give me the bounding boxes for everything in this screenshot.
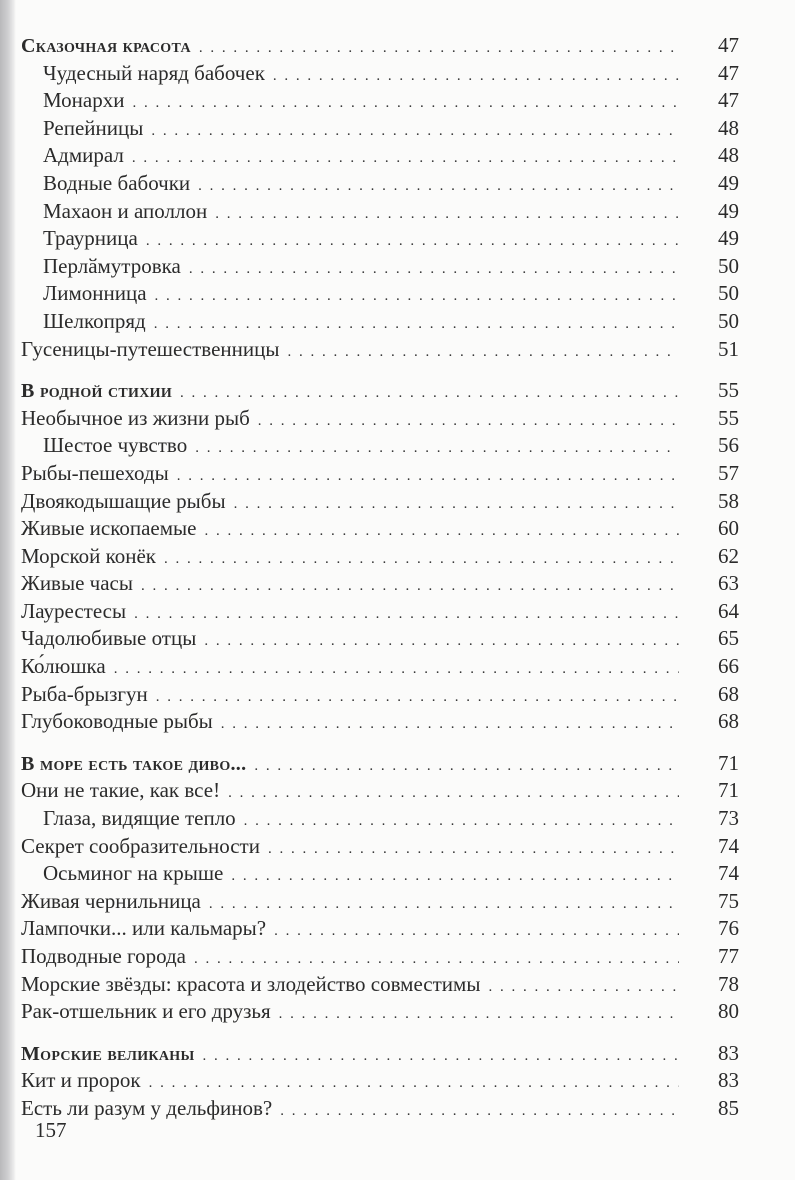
toc-entry [21, 598, 739, 626]
dot-leader [204, 518, 679, 546]
toc-subentry [21, 805, 739, 833]
toc-entry [21, 998, 739, 1026]
entry-title: Лаурестесы [21, 598, 127, 623]
dot-leader [228, 780, 679, 808]
dot-leader [141, 573, 679, 601]
entry-page-number: 50 [718, 308, 739, 333]
toc-entry [21, 708, 739, 736]
entry-page-number: 49 [718, 198, 739, 223]
toc-subentry [21, 253, 739, 281]
entry-page-number: 55 [718, 405, 739, 430]
entry-page-number: 60 [718, 516, 739, 541]
dot-leader [287, 339, 679, 367]
page-number: 157 [35, 1118, 67, 1142]
dot-leader [134, 601, 679, 629]
toc-subentry [21, 60, 739, 88]
entry-title: В родной стихии [21, 380, 173, 403]
toc-section-heading [21, 32, 739, 60]
dot-leader [114, 656, 679, 684]
entry-title: Водные бабочки [43, 170, 191, 195]
toc-entry [21, 915, 739, 943]
entry-title: Махаон и аполлон [43, 198, 208, 223]
toc-entry [21, 681, 739, 709]
toc-entry [21, 336, 739, 364]
entry-title: Осьминог на крыше [43, 861, 224, 886]
entry-page-number: 78 [718, 971, 739, 996]
entry-title: В море есть такое диво... [21, 752, 247, 775]
entry-title: Сказочная красота [21, 35, 191, 57]
entry-title: Рыбы-пешеходы [21, 460, 169, 485]
entry-page-number: 66 [718, 654, 739, 679]
toc-subentry [21, 280, 739, 308]
dot-leader [274, 918, 679, 946]
toc-section [21, 377, 739, 736]
entry-title: Живые ископаемые [21, 516, 197, 541]
entry-page-number: 57 [718, 460, 739, 485]
entry-page-number: 50 [718, 253, 739, 278]
entry-title: Шестое чувство [43, 433, 188, 458]
entry-title: Шелкопряд [43, 308, 146, 333]
entry-page-number: 48 [718, 143, 739, 168]
entry-title: Монархи [43, 88, 125, 113]
entry-page-number: 62 [718, 543, 739, 568]
toc-entry [21, 405, 739, 433]
dot-leader [198, 173, 679, 201]
entry-page-number: 83 [718, 1040, 739, 1065]
toc-section [21, 750, 739, 1026]
dot-leader [132, 145, 679, 173]
entry-page-number: 51 [718, 336, 739, 361]
entry-page-number: 50 [718, 281, 739, 306]
toc-entry [21, 515, 739, 543]
dot-leader [146, 228, 679, 256]
entry-page-number: 74 [718, 861, 739, 886]
toc-subentry [21, 860, 739, 888]
entry-page-number: 65 [718, 626, 739, 651]
dot-leader [279, 1001, 679, 1029]
dot-leader [209, 891, 679, 919]
entry-title: Перлӑмутровка [43, 253, 181, 278]
entry-title: Морской конёк [21, 543, 156, 568]
dot-leader [273, 63, 679, 91]
toc-entry [21, 625, 739, 653]
entry-title: Необычное из жизни рыб [21, 405, 250, 430]
dot-leader [244, 808, 679, 836]
entry-title: Траурница [43, 226, 138, 251]
toc-subentry [21, 115, 739, 143]
entry-title: Живые часы [21, 571, 133, 596]
entry-title: Рак-отшельник и его друзья [21, 999, 271, 1024]
entry-title: Живая чернильница [21, 888, 201, 913]
entry-page-number: 85 [718, 1095, 739, 1120]
toc-subentry [21, 308, 739, 336]
toc-entry [21, 653, 739, 681]
entry-page-number: 58 [718, 488, 739, 513]
entry-page-number: 83 [718, 1068, 739, 1093]
dot-leader [234, 491, 679, 519]
entry-page-number: 55 [718, 378, 739, 403]
toc-subentry [21, 432, 739, 460]
entry-page-number: 75 [718, 888, 739, 913]
dot-leader [231, 863, 679, 891]
dot-leader [268, 836, 679, 864]
dot-leader [149, 1070, 679, 1098]
toc-subentry [21, 170, 739, 198]
toc-entry [21, 943, 739, 971]
dot-leader [195, 435, 679, 463]
entry-title: Лампочки... или кальмары? [21, 916, 267, 941]
toc-entry [21, 1095, 739, 1123]
entry-title: Секрет сообразительности [21, 833, 260, 858]
dot-leader [254, 753, 679, 781]
dot-leader [203, 1043, 680, 1071]
entry-title: Чадолюбивые отцы [21, 626, 197, 651]
dot-leader [199, 35, 679, 63]
entry-page-number: 47 [718, 33, 739, 57]
dot-leader [194, 946, 679, 974]
entry-page-number: 63 [718, 571, 739, 596]
dot-leader [280, 1098, 679, 1126]
toc-subentry [21, 198, 739, 226]
toc-section [21, 1040, 739, 1123]
dot-leader [164, 546, 679, 574]
entry-title: Адмирал [43, 143, 124, 168]
dot-leader [204, 628, 679, 656]
toc-entry [21, 888, 739, 916]
entry-page-number: 77 [718, 944, 739, 968]
toc-section-heading [21, 1040, 739, 1068]
toc-subentry [21, 225, 739, 253]
entry-page-number: 68 [718, 681, 739, 706]
entry-page-number: 76 [718, 916, 739, 941]
dot-leader [177, 463, 679, 491]
dot-leader [221, 711, 679, 739]
entry-title: Подводные города [21, 944, 187, 968]
dot-leader [258, 408, 679, 436]
toc-entry [21, 1067, 739, 1095]
entry-page-number: 47 [718, 60, 739, 85]
book-binding-shadow [0, 0, 16, 1180]
toc-subentry [21, 87, 739, 115]
table-of-contents [21, 32, 739, 1137]
entry-title: Гусеницы-путешественницы [21, 336, 280, 361]
entry-title: Репейницы [43, 115, 144, 140]
entry-title: Лимонница [43, 281, 147, 306]
entry-page-number: 56 [718, 433, 739, 458]
toc-section-heading [21, 377, 739, 405]
entry-title: Глаза, видящие тепло [43, 806, 236, 831]
dot-leader [155, 283, 679, 311]
toc-entry [21, 777, 739, 805]
entry-title: Глубоководные рыбы [21, 709, 213, 734]
dot-leader [156, 684, 679, 712]
entry-page-number: 47 [718, 88, 739, 113]
entry-page-number: 73 [718, 806, 739, 831]
entry-title: Двоякодышащие рыбы [21, 488, 226, 513]
toc-entry [21, 570, 739, 598]
toc-subentry [21, 142, 739, 170]
entry-page-number: 71 [718, 750, 739, 775]
entry-page-number: 48 [718, 115, 739, 140]
entry-page-number: 71 [718, 778, 739, 803]
entry-page-number: 74 [718, 833, 739, 858]
entry-page-number: 64 [718, 598, 739, 623]
entry-title: Морские великаны [21, 1042, 195, 1065]
entry-title: Чудесный наряд бабочек [43, 60, 265, 85]
entry-title: Кит и пророк [21, 1068, 141, 1093]
toc-entry [21, 833, 739, 861]
toc-entry [21, 460, 739, 488]
entry-title: Ко́люшка [21, 654, 106, 679]
entry-title: Есть ли разум у дельфинов? [21, 1095, 273, 1120]
dot-leader [189, 256, 679, 284]
toc-entry [21, 488, 739, 516]
entry-page-number: 80 [718, 999, 739, 1024]
toc-entry [21, 543, 739, 571]
entry-page-number: 49 [718, 170, 739, 195]
dot-leader [488, 974, 679, 1002]
entry-page-number: 68 [718, 709, 739, 734]
toc-section-heading [21, 750, 739, 778]
dot-leader [154, 311, 679, 339]
entry-title: Морские звёзды: красота и злодейство совместимы [21, 971, 481, 996]
dot-leader [132, 90, 679, 118]
entry-title: Рыба-брызгун [21, 681, 148, 706]
dot-leader [215, 201, 679, 229]
dot-leader [180, 380, 679, 408]
entry-title: Они не такие, как все! [21, 778, 221, 803]
dot-leader [151, 118, 679, 146]
entry-page-number: 49 [718, 226, 739, 251]
toc-entry [21, 971, 739, 999]
toc-section [21, 32, 739, 363]
